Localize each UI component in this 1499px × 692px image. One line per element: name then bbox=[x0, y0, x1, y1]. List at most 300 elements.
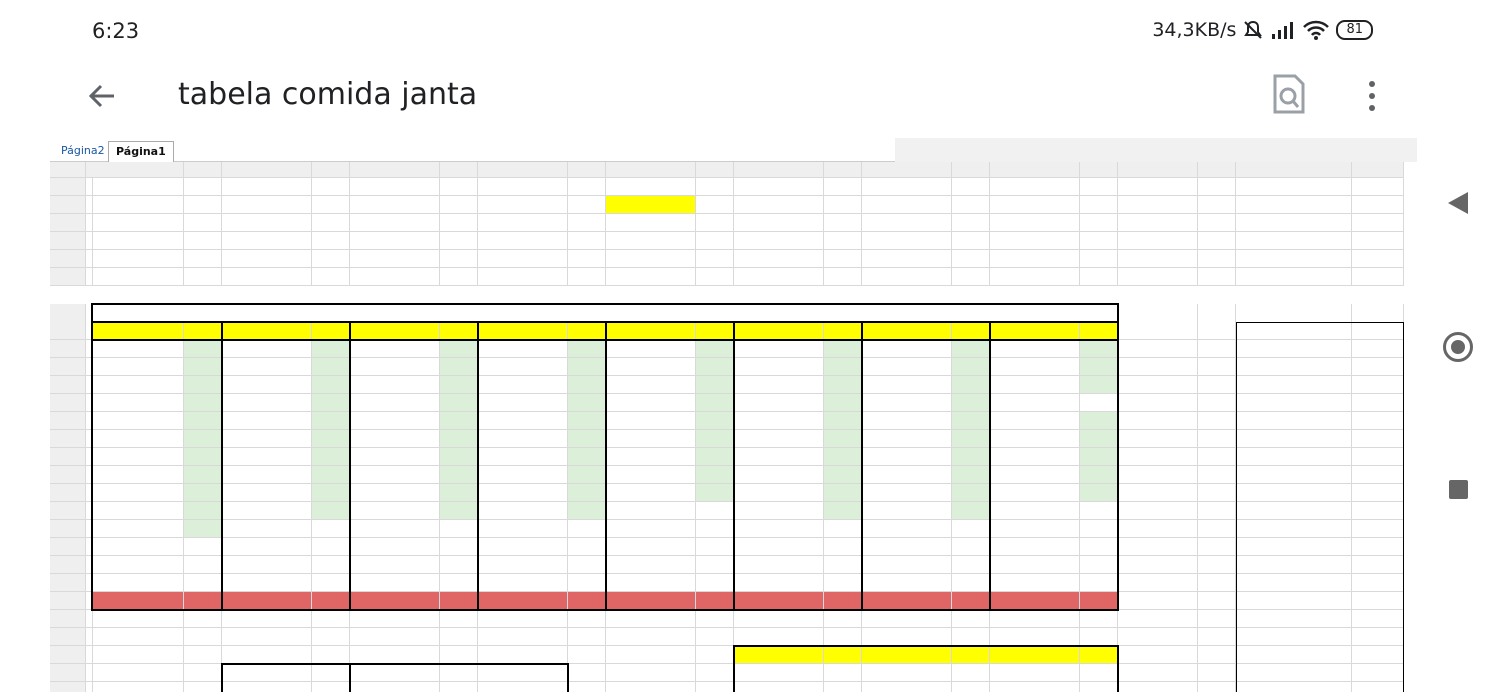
cell[interactable] bbox=[1352, 178, 1404, 196]
cell[interactable] bbox=[862, 250, 952, 268]
cell[interactable] bbox=[1080, 520, 1118, 538]
total-label[interactable] bbox=[862, 592, 952, 610]
cell[interactable] bbox=[440, 682, 478, 692]
column-header[interactable] bbox=[568, 162, 606, 178]
ingredient-grams[interactable] bbox=[312, 340, 350, 358]
summary-item[interactable] bbox=[1236, 592, 1352, 610]
summary-item[interactable] bbox=[1236, 484, 1352, 502]
meal-name[interactable] bbox=[222, 322, 312, 340]
cell[interactable] bbox=[952, 268, 990, 286]
cell[interactable] bbox=[92, 682, 184, 692]
cell[interactable] bbox=[350, 520, 440, 538]
cell-a2[interactable] bbox=[86, 196, 93, 214]
place-cell[interactable] bbox=[222, 214, 312, 232]
cell[interactable] bbox=[1198, 322, 1236, 340]
ingredient-grams[interactable] bbox=[184, 358, 222, 376]
ingredient-name[interactable] bbox=[92, 394, 184, 412]
ingredient-grams[interactable] bbox=[1080, 484, 1118, 502]
cell[interactable] bbox=[184, 268, 222, 286]
cell[interactable] bbox=[1118, 682, 1198, 692]
ingredient-grams[interactable] bbox=[696, 394, 734, 412]
gramas-label[interactable] bbox=[1080, 646, 1118, 664]
cell[interactable] bbox=[606, 664, 696, 682]
cell[interactable] bbox=[312, 178, 350, 196]
place-cell[interactable] bbox=[478, 214, 568, 232]
ingredient-grams[interactable] bbox=[1080, 376, 1118, 394]
ingredient-grams[interactable] bbox=[696, 376, 734, 394]
kg-label[interactable] bbox=[312, 214, 350, 232]
cell[interactable] bbox=[222, 556, 312, 574]
cell[interactable] bbox=[478, 646, 568, 664]
cell[interactable] bbox=[990, 556, 1080, 574]
gramas-label[interactable] bbox=[1080, 322, 1118, 340]
ingredient-grams[interactable] bbox=[184, 466, 222, 484]
ingredient-grams[interactable] bbox=[952, 376, 990, 394]
cell[interactable] bbox=[1118, 538, 1198, 556]
meal-name[interactable] bbox=[990, 322, 1080, 340]
total-days-label[interactable] bbox=[1118, 574, 1198, 592]
ingredient-grams[interactable] bbox=[824, 340, 862, 358]
ingredient-name[interactable] bbox=[990, 466, 1080, 484]
cell[interactable] bbox=[440, 196, 478, 214]
ingredient-name[interactable] bbox=[734, 466, 824, 484]
total-value[interactable] bbox=[440, 592, 478, 610]
kg-value[interactable] bbox=[184, 232, 222, 250]
row-header[interactable] bbox=[50, 412, 86, 430]
cell[interactable] bbox=[696, 502, 734, 520]
cell[interactable] bbox=[222, 682, 312, 692]
tab-pagina2[interactable]: Página2 bbox=[61, 144, 105, 157]
row-header[interactable] bbox=[50, 196, 86, 214]
column-header[interactable] bbox=[696, 162, 734, 178]
cell[interactable] bbox=[952, 250, 990, 268]
cell[interactable] bbox=[350, 682, 440, 692]
ingredient-grams[interactable] bbox=[952, 484, 990, 502]
ingredient-name[interactable] bbox=[862, 502, 952, 520]
column-header[interactable] bbox=[92, 162, 184, 178]
ingredient-name[interactable] bbox=[222, 394, 312, 412]
ingredient-grams[interactable] bbox=[184, 376, 222, 394]
cell[interactable] bbox=[606, 628, 696, 646]
cell[interactable] bbox=[1198, 556, 1236, 574]
cell[interactable] bbox=[184, 574, 222, 592]
cell[interactable] bbox=[862, 556, 952, 574]
summary-item[interactable] bbox=[1236, 412, 1352, 430]
ingredient-name[interactable] bbox=[734, 430, 824, 448]
spreadsheet[interactable] bbox=[50, 134, 1417, 692]
date-cell[interactable] bbox=[222, 196, 312, 214]
cell[interactable] bbox=[184, 646, 222, 664]
cell[interactable] bbox=[184, 250, 222, 268]
ingredient-grams[interactable] bbox=[184, 484, 222, 502]
cell[interactable] bbox=[1352, 250, 1404, 268]
ingredient-name[interactable] bbox=[92, 448, 184, 466]
ingredient-grams[interactable] bbox=[312, 412, 350, 430]
cell[interactable] bbox=[1080, 538, 1118, 556]
cell[interactable] bbox=[1236, 682, 1352, 692]
kg-label[interactable] bbox=[824, 214, 862, 232]
cell[interactable] bbox=[1118, 448, 1198, 466]
ingredient-grams[interactable] bbox=[312, 358, 350, 376]
ingredient-name[interactable] bbox=[734, 358, 824, 376]
dish-cell[interactable] bbox=[990, 232, 1080, 250]
cell[interactable] bbox=[350, 646, 440, 664]
cell[interactable] bbox=[1118, 322, 1198, 340]
cell[interactable] bbox=[1118, 664, 1198, 682]
column-header[interactable] bbox=[1080, 162, 1118, 178]
cell[interactable] bbox=[222, 268, 312, 286]
ingredient-name[interactable] bbox=[92, 466, 184, 484]
per-person-label[interactable] bbox=[92, 610, 184, 628]
proteinas-header[interactable] bbox=[990, 646, 1080, 664]
ingredient-name[interactable] bbox=[990, 376, 1080, 394]
ingredient-name[interactable] bbox=[92, 484, 184, 502]
cell[interactable] bbox=[734, 178, 824, 196]
row-header[interactable] bbox=[50, 448, 86, 466]
ingredient-grams[interactable] bbox=[1080, 412, 1118, 430]
summary-item[interactable] bbox=[1236, 358, 1352, 376]
row-header[interactable] bbox=[50, 358, 86, 376]
cell[interactable] bbox=[824, 268, 862, 286]
ingredient-grams[interactable] bbox=[568, 412, 606, 430]
cell[interactable] bbox=[606, 178, 696, 196]
per-person-value[interactable] bbox=[184, 610, 222, 628]
cell[interactable] bbox=[606, 556, 696, 574]
row-header[interactable] bbox=[50, 556, 86, 574]
cell[interactable] bbox=[952, 538, 990, 556]
total-value[interactable] bbox=[568, 592, 606, 610]
cell[interactable] bbox=[824, 196, 862, 214]
cell[interactable] bbox=[1236, 214, 1352, 232]
cell[interactable] bbox=[1352, 232, 1404, 250]
ingredient-grams[interactable] bbox=[696, 340, 734, 358]
cell[interactable] bbox=[952, 556, 990, 574]
per-person-value[interactable] bbox=[440, 610, 478, 628]
cell[interactable] bbox=[478, 520, 568, 538]
cell[interactable] bbox=[440, 556, 478, 574]
per-person-value[interactable] bbox=[568, 610, 606, 628]
cell[interactable] bbox=[92, 556, 184, 574]
ingredient-grams[interactable] bbox=[440, 502, 478, 520]
ingredient-name[interactable] bbox=[478, 376, 568, 394]
column-header[interactable] bbox=[952, 162, 990, 178]
ingredient-grams[interactable] bbox=[952, 394, 990, 412]
ingredient-name[interactable] bbox=[92, 430, 184, 448]
ingredient-grams[interactable] bbox=[696, 448, 734, 466]
kg-value[interactable] bbox=[952, 232, 990, 250]
ingredient-name[interactable] bbox=[478, 358, 568, 376]
cell[interactable] bbox=[568, 574, 606, 592]
ingredient-grams[interactable] bbox=[312, 466, 350, 484]
cell[interactable] bbox=[568, 664, 606, 682]
cell[interactable] bbox=[1080, 682, 1118, 692]
row-header[interactable] bbox=[50, 628, 86, 646]
cell[interactable] bbox=[1080, 628, 1118, 646]
ingredient-grams[interactable] bbox=[824, 448, 862, 466]
row-header[interactable] bbox=[50, 610, 86, 628]
kg-label[interactable] bbox=[184, 214, 222, 232]
ingredient-grams[interactable] bbox=[312, 394, 350, 412]
date-cell[interactable] bbox=[350, 196, 440, 214]
ingredient-name[interactable] bbox=[606, 412, 696, 430]
cell[interactable] bbox=[1080, 574, 1118, 592]
summary-qty[interactable] bbox=[1352, 664, 1404, 682]
ingredient-grams[interactable] bbox=[312, 376, 350, 394]
cell[interactable] bbox=[440, 520, 478, 538]
cell[interactable] bbox=[734, 628, 824, 646]
ingredient-name[interactable] bbox=[350, 448, 440, 466]
ingredient-name[interactable] bbox=[92, 520, 184, 538]
summary-qty[interactable] bbox=[1352, 394, 1404, 412]
gramas-label[interactable] bbox=[824, 646, 862, 664]
cell[interactable] bbox=[350, 250, 440, 268]
ingredient-name[interactable] bbox=[862, 430, 952, 448]
total-label[interactable] bbox=[92, 592, 184, 610]
ingredient-grams[interactable] bbox=[440, 358, 478, 376]
ingredient-grams[interactable] bbox=[312, 448, 350, 466]
cell[interactable] bbox=[734, 682, 824, 692]
row-header[interactable] bbox=[50, 250, 86, 268]
total-label[interactable] bbox=[478, 592, 568, 610]
ingredient-grams[interactable] bbox=[952, 466, 990, 484]
kg-label[interactable] bbox=[952, 214, 990, 232]
ingredient-grams[interactable] bbox=[824, 394, 862, 412]
ingredient-grams[interactable] bbox=[440, 484, 478, 502]
date-cell[interactable] bbox=[990, 196, 1080, 214]
more-vert-icon[interactable] bbox=[1362, 78, 1382, 114]
total-label[interactable] bbox=[734, 592, 824, 610]
ingredient-name[interactable] bbox=[990, 430, 1080, 448]
cell[interactable] bbox=[92, 250, 184, 268]
cell[interactable] bbox=[1198, 358, 1236, 376]
ingredient-name[interactable] bbox=[734, 484, 824, 502]
cell[interactable] bbox=[990, 268, 1080, 286]
cell[interactable] bbox=[990, 502, 1080, 520]
cell[interactable] bbox=[696, 520, 734, 538]
cell[interactable] bbox=[312, 682, 350, 692]
ingredient-name[interactable] bbox=[990, 448, 1080, 466]
ingredient-name[interactable] bbox=[606, 466, 696, 484]
gramas-label[interactable] bbox=[568, 322, 606, 340]
cell[interactable] bbox=[990, 682, 1080, 692]
cell[interactable] bbox=[350, 610, 440, 628]
ingredient-grams[interactable] bbox=[440, 430, 478, 448]
cell[interactable] bbox=[222, 610, 312, 628]
date-cell[interactable] bbox=[606, 196, 696, 214]
column-header[interactable] bbox=[824, 162, 862, 178]
place-cell[interactable] bbox=[1118, 214, 1198, 232]
gramas-label[interactable] bbox=[952, 646, 990, 664]
dish-cell[interactable] bbox=[478, 232, 568, 250]
cell[interactable] bbox=[350, 178, 440, 196]
cell[interactable] bbox=[312, 628, 350, 646]
cell[interactable] bbox=[478, 610, 568, 628]
cell[interactable] bbox=[92, 628, 184, 646]
ingredient-name[interactable] bbox=[222, 448, 312, 466]
people-count[interactable] bbox=[222, 664, 312, 682]
ingredient-name[interactable] bbox=[350, 340, 440, 358]
cell[interactable] bbox=[696, 556, 734, 574]
summary-item[interactable] bbox=[1236, 466, 1352, 484]
ingredient-grams[interactable] bbox=[952, 340, 990, 358]
summary-qty[interactable] bbox=[1352, 502, 1404, 520]
ingredient-name[interactable] bbox=[350, 358, 440, 376]
ingredient-name[interactable] bbox=[222, 502, 312, 520]
date-cell[interactable] bbox=[734, 196, 824, 214]
cell[interactable] bbox=[568, 556, 606, 574]
cell[interactable] bbox=[1198, 592, 1236, 610]
ingredient-grams[interactable] bbox=[568, 376, 606, 394]
cell[interactable] bbox=[568, 628, 606, 646]
cell[interactable] bbox=[312, 538, 350, 556]
cell[interactable] bbox=[1198, 520, 1236, 538]
summary-qty[interactable] bbox=[1352, 430, 1404, 448]
cell[interactable] bbox=[696, 574, 734, 592]
bottom-item[interactable] bbox=[734, 664, 824, 682]
cell[interactable] bbox=[696, 178, 734, 196]
dish-cell[interactable] bbox=[862, 232, 952, 250]
dish-cell[interactable] bbox=[222, 232, 312, 250]
summary-item[interactable] bbox=[1236, 664, 1352, 682]
total-value[interactable] bbox=[696, 592, 734, 610]
cell[interactable] bbox=[952, 628, 990, 646]
cell[interactable] bbox=[478, 574, 568, 592]
cell[interactable] bbox=[312, 646, 350, 664]
cell[interactable] bbox=[1198, 178, 1236, 196]
cell[interactable] bbox=[350, 556, 440, 574]
kg-label[interactable] bbox=[1080, 214, 1118, 232]
nav-back-icon[interactable] bbox=[1446, 190, 1470, 216]
ingredient-name[interactable] bbox=[862, 394, 952, 412]
cell[interactable] bbox=[824, 178, 862, 196]
ingredient-grams[interactable] bbox=[568, 502, 606, 520]
per-person-value[interactable] bbox=[824, 610, 862, 628]
ingredient-name[interactable] bbox=[606, 358, 696, 376]
ingredient-grams[interactable] bbox=[312, 484, 350, 502]
row-header[interactable] bbox=[50, 664, 86, 682]
per-person-value[interactable] bbox=[696, 610, 734, 628]
per-person-value[interactable] bbox=[1080, 610, 1118, 628]
summary-qty[interactable] bbox=[1352, 628, 1404, 646]
ingredient-name[interactable] bbox=[478, 502, 568, 520]
cell[interactable] bbox=[478, 556, 568, 574]
summary-qty[interactable] bbox=[1352, 610, 1404, 628]
dish-cell[interactable] bbox=[606, 232, 696, 250]
gramas-label[interactable] bbox=[184, 322, 222, 340]
meal-name[interactable] bbox=[862, 322, 952, 340]
total-days-value[interactable] bbox=[1118, 592, 1198, 610]
cell[interactable] bbox=[824, 538, 862, 556]
row-header[interactable] bbox=[50, 232, 86, 250]
ingredient-name[interactable] bbox=[862, 448, 952, 466]
ingredient-name[interactable] bbox=[606, 340, 696, 358]
cell[interactable] bbox=[1198, 646, 1236, 664]
summary-qty[interactable] bbox=[1352, 376, 1404, 394]
ingredient-name[interactable] bbox=[222, 484, 312, 502]
ingredient-grams[interactable] bbox=[824, 376, 862, 394]
row-header[interactable] bbox=[50, 592, 86, 610]
ingredient-name[interactable] bbox=[350, 430, 440, 448]
cell[interactable] bbox=[568, 250, 606, 268]
cell[interactable] bbox=[568, 268, 606, 286]
cell[interactable] bbox=[606, 538, 696, 556]
cell[interactable] bbox=[1352, 214, 1404, 232]
cell[interactable] bbox=[440, 646, 478, 664]
bottom-qty[interactable] bbox=[824, 664, 862, 682]
cell[interactable] bbox=[1198, 628, 1236, 646]
per-person-value[interactable] bbox=[952, 610, 990, 628]
cell[interactable] bbox=[312, 520, 350, 538]
summary-item[interactable] bbox=[1236, 538, 1352, 556]
cell[interactable] bbox=[568, 520, 606, 538]
cell[interactable] bbox=[1198, 448, 1236, 466]
nav-recent-icon[interactable] bbox=[1449, 480, 1468, 499]
cell[interactable] bbox=[1118, 268, 1198, 286]
ingredient-grams[interactable] bbox=[1080, 448, 1118, 466]
cell[interactable] bbox=[1118, 466, 1198, 484]
total-label[interactable] bbox=[222, 592, 312, 610]
cell[interactable] bbox=[606, 502, 696, 520]
cell[interactable] bbox=[568, 178, 606, 196]
column-header[interactable] bbox=[606, 162, 696, 178]
ingredient-grams[interactable] bbox=[568, 394, 606, 412]
column-header[interactable] bbox=[1352, 162, 1404, 178]
cell[interactable] bbox=[1198, 340, 1236, 358]
cell[interactable] bbox=[1118, 232, 1198, 250]
dish-cell[interactable] bbox=[350, 232, 440, 250]
cell[interactable] bbox=[1198, 250, 1236, 268]
summary-item[interactable] bbox=[1236, 448, 1352, 466]
ingredient-grams[interactable] bbox=[1080, 340, 1118, 358]
ingredient-grams[interactable] bbox=[824, 502, 862, 520]
ingredient-grams[interactable] bbox=[1080, 466, 1118, 484]
ingredient-grams[interactable] bbox=[696, 430, 734, 448]
ingredient-grams[interactable] bbox=[824, 484, 862, 502]
cell[interactable] bbox=[696, 628, 734, 646]
cell[interactable] bbox=[606, 520, 696, 538]
cell[interactable] bbox=[990, 538, 1080, 556]
kg-value[interactable] bbox=[440, 232, 478, 250]
gramas-label[interactable] bbox=[824, 322, 862, 340]
summary-item[interactable] bbox=[1236, 646, 1352, 664]
summary-qty[interactable] bbox=[1352, 556, 1404, 574]
cell[interactable] bbox=[1118, 502, 1198, 520]
gramas-label[interactable] bbox=[312, 322, 350, 340]
summary-item[interactable] bbox=[1236, 394, 1352, 412]
ingredient-grams[interactable] bbox=[568, 340, 606, 358]
ingredient-name[interactable] bbox=[606, 376, 696, 394]
ingredient-name[interactable] bbox=[222, 340, 312, 358]
column-header[interactable] bbox=[312, 162, 350, 178]
row-header[interactable] bbox=[50, 466, 86, 484]
cell[interactable] bbox=[1198, 394, 1236, 412]
ingredient-name[interactable] bbox=[92, 340, 184, 358]
cell[interactable] bbox=[734, 538, 824, 556]
ingredient-grams[interactable] bbox=[824, 466, 862, 484]
summary-qty[interactable] bbox=[1352, 448, 1404, 466]
ingredient-name[interactable] bbox=[990, 340, 1080, 358]
cell[interactable] bbox=[478, 268, 568, 286]
cell[interactable] bbox=[312, 556, 350, 574]
cell[interactable] bbox=[1080, 502, 1118, 520]
cell[interactable] bbox=[1198, 538, 1236, 556]
cell[interactable] bbox=[1118, 250, 1198, 268]
cell[interactable] bbox=[952, 178, 990, 196]
cell[interactable] bbox=[824, 682, 862, 692]
cell[interactable] bbox=[696, 538, 734, 556]
ingredient-grams[interactable] bbox=[696, 466, 734, 484]
total-value[interactable] bbox=[184, 592, 222, 610]
